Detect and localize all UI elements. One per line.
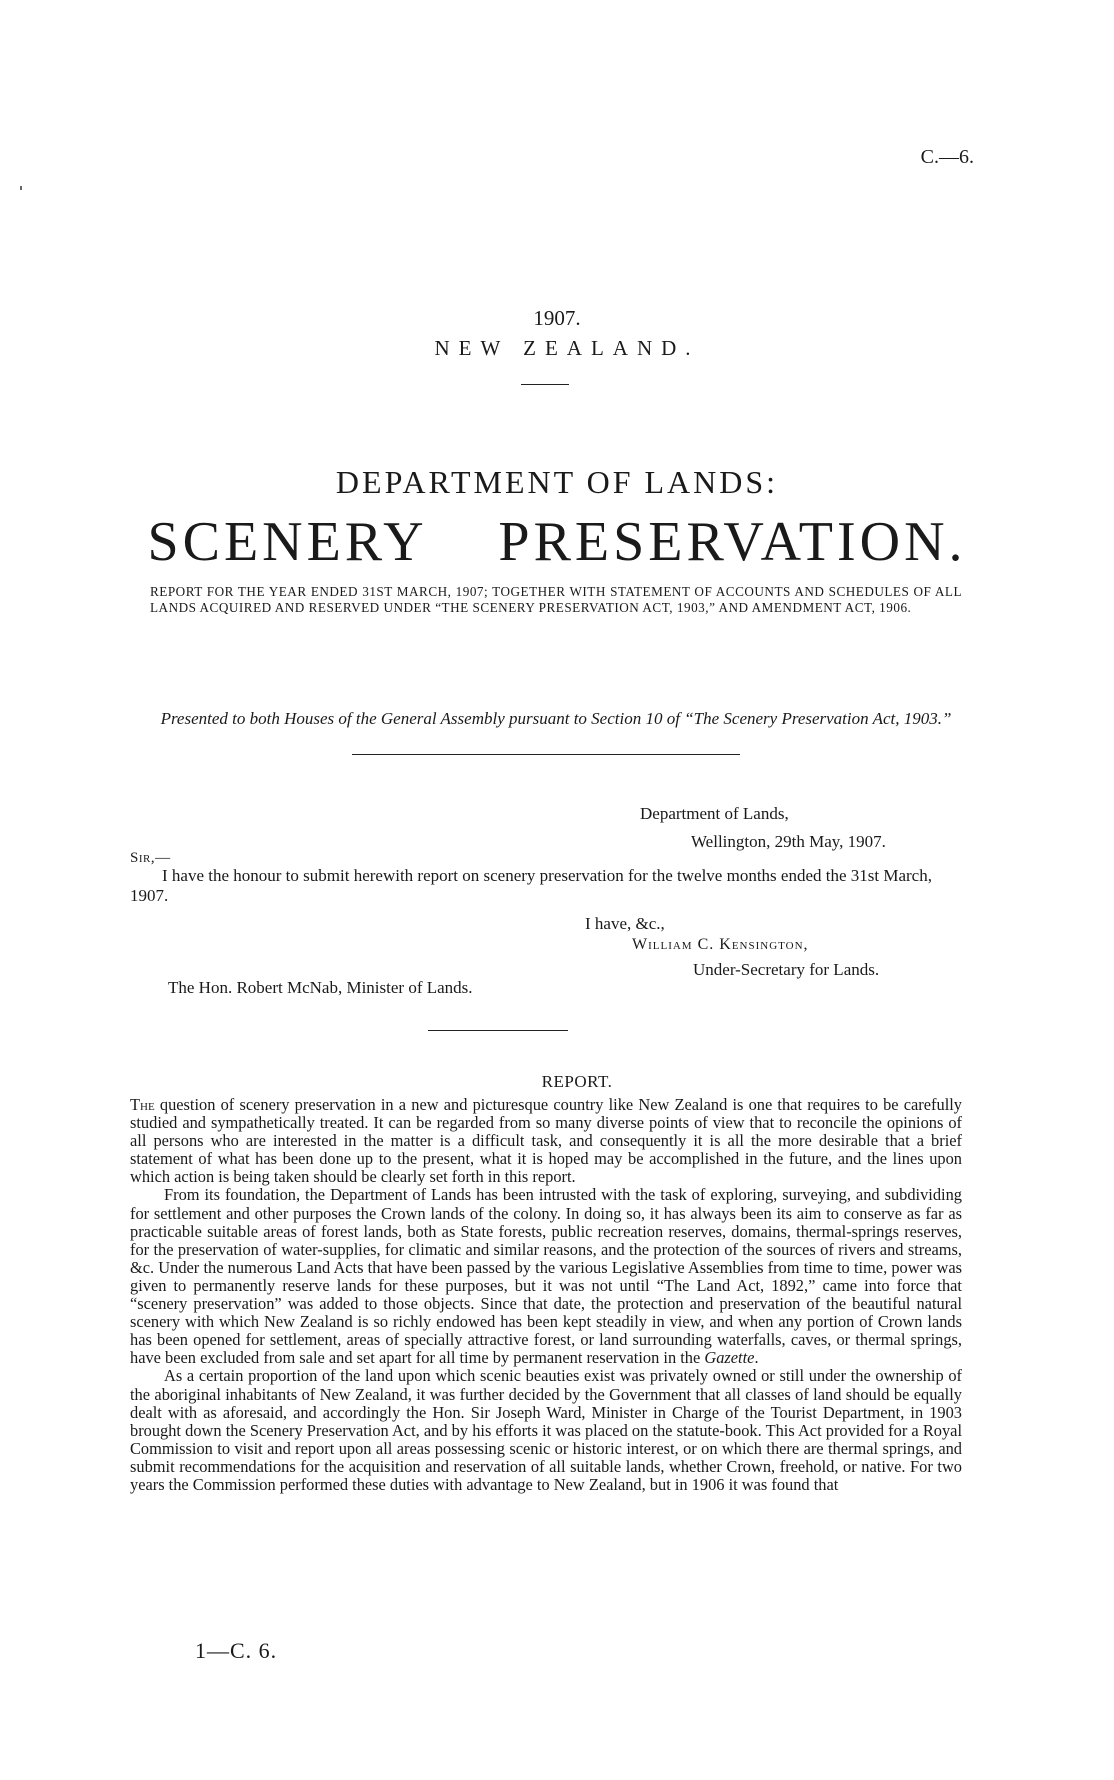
letter-recipient: The Hon. Robert McNab, Minister of Lands. <box>168 978 473 997</box>
report-year: 1907. <box>533 306 581 330</box>
divider-mid <box>428 1030 568 1031</box>
presented-note: Presented to both Houses of the General Assembly pursuant to Section 10 of “The Scenery Preservation Act, 1903.” <box>160 709 952 728</box>
paragraph-1-text: question of scenery preservation in a new and picturesque country like New Zealand is one that requires to be carefully studied and sympathetically treated. It can be regarded from so many diverse points of view that to reconcile the opinions of all persons who are interested in the matter is a difficult task, and consequently it is all the more desirable that a brief statement of what has been done up to the present, what it is hoped may be accomplished in the future, and the lines upon which action is being taken should be clearly set forth in this report. <box>130 1095 962 1187</box>
gazette-italic: Gazette <box>704 1348 755 1368</box>
document-title: SCENERY PRESERVATION. <box>147 511 967 573</box>
letter-address-line2: Wellington, 29th May, 1907. <box>691 832 886 851</box>
letter-closing: I have, &c., <box>585 914 665 933</box>
report-paragraph-1 <box>130 1096 962 1186</box>
letter-address-line1: Department of Lands, <box>640 804 789 823</box>
divider-short <box>521 384 569 385</box>
report-heading: REPORT. <box>541 1072 613 1091</box>
report-body <box>130 1096 962 1494</box>
page-reference: C.—6. <box>920 146 974 168</box>
divider-long <box>352 754 740 755</box>
paragraph-2-text: From its foundation, the Department of Lands has been intrusted with the task of exploring, surveying, and subdividing for settlement and other purposes the Crown lands of the colony. In doing so, it has always been its aim to conserve as far as practicable suitable areas of forest lands, both as State forests, public recreation reserves, domains, thermal-springs reserves, for the preservation of water-supplies, for climatic and similar reasons, and the protection of the sources of rivers and streams, &c. Under the numerous Land Acts that have been passed by the various Legislative Assemblies from time to time, power was given to permanently reserve lands for these purposes, but it was not until “The Land Act, 1892,” came into force that “scenery preservation” was added to those objects. Since that date, the protection and preservation of the beautiful natural scenery with which New Zealand is so richly endowed has been kept steadily in view, and when any portion of Crown lands has been opened for settlement, areas of specially attractive forest, or land surrounding waterfalls, caves, or thermal springs, have been excluded from sale and set apart for all time by permanent reservation in the <box>130 1185 962 1368</box>
scan-mark <box>20 186 22 190</box>
letter-body: I have the honour to submit herewith report on scenery preservation for the twelve months ended the 31st March, 1907. <box>130 866 932 905</box>
letter-signatory: William C. Kensington, <box>632 936 809 953</box>
letter-signatory-title: Under-Secretary for Lands. <box>693 960 880 979</box>
country-name: NEW ZEALAND. <box>434 336 700 360</box>
page-signature: 1—C. 6. <box>195 1638 278 1663</box>
first-word: The <box>130 1095 155 1114</box>
report-paragraph-3: As a certain proportion of the land upon which scenic beauties exist was privately owned or still under the ownership of the aboriginal inhabitants of New Zealand, it was further decided by the Government that all classes of land should be equally dealt with as aforesaid, and accordingly the Hon. Sir Joseph Ward, Minister in Charge of the Tourist Department, in 1903 brought down the Scenery Preservation Act, and by his efforts it was placed on the statute-book. This Act provided for a Royal Commission to visit and report upon all areas possessing scenic or historic interest, or on which there are thermal springs, and submit recommendations for the acquisition and reservation of all suitable lands, whether Crown, freehold, or native. For two years the Commission performed these duties with advantage to New Zealand, but in 1906 it was found that <box>130 1366 962 1494</box>
report-paragraph-2 <box>130 1186 962 1367</box>
paragraph-2-end: . <box>754 1348 759 1368</box>
report-subtitle: REPORT FOR THE YEAR ENDED 31ST MARCH, 1907; TOGETHER WITH STATEMENT OF ACCOUNTS AND SCHEDULES OF ALL LANDS ACQUIRED AND RESERVED UNDER “THE SCENERY PRESERVATION ACT, 1903,” AND AMENDMENT ACT, 1906. <box>150 584 962 615</box>
department-heading: DEPARTMENT OF LANDS: <box>335 464 779 500</box>
letter-salutation: Sir,— <box>130 850 171 866</box>
